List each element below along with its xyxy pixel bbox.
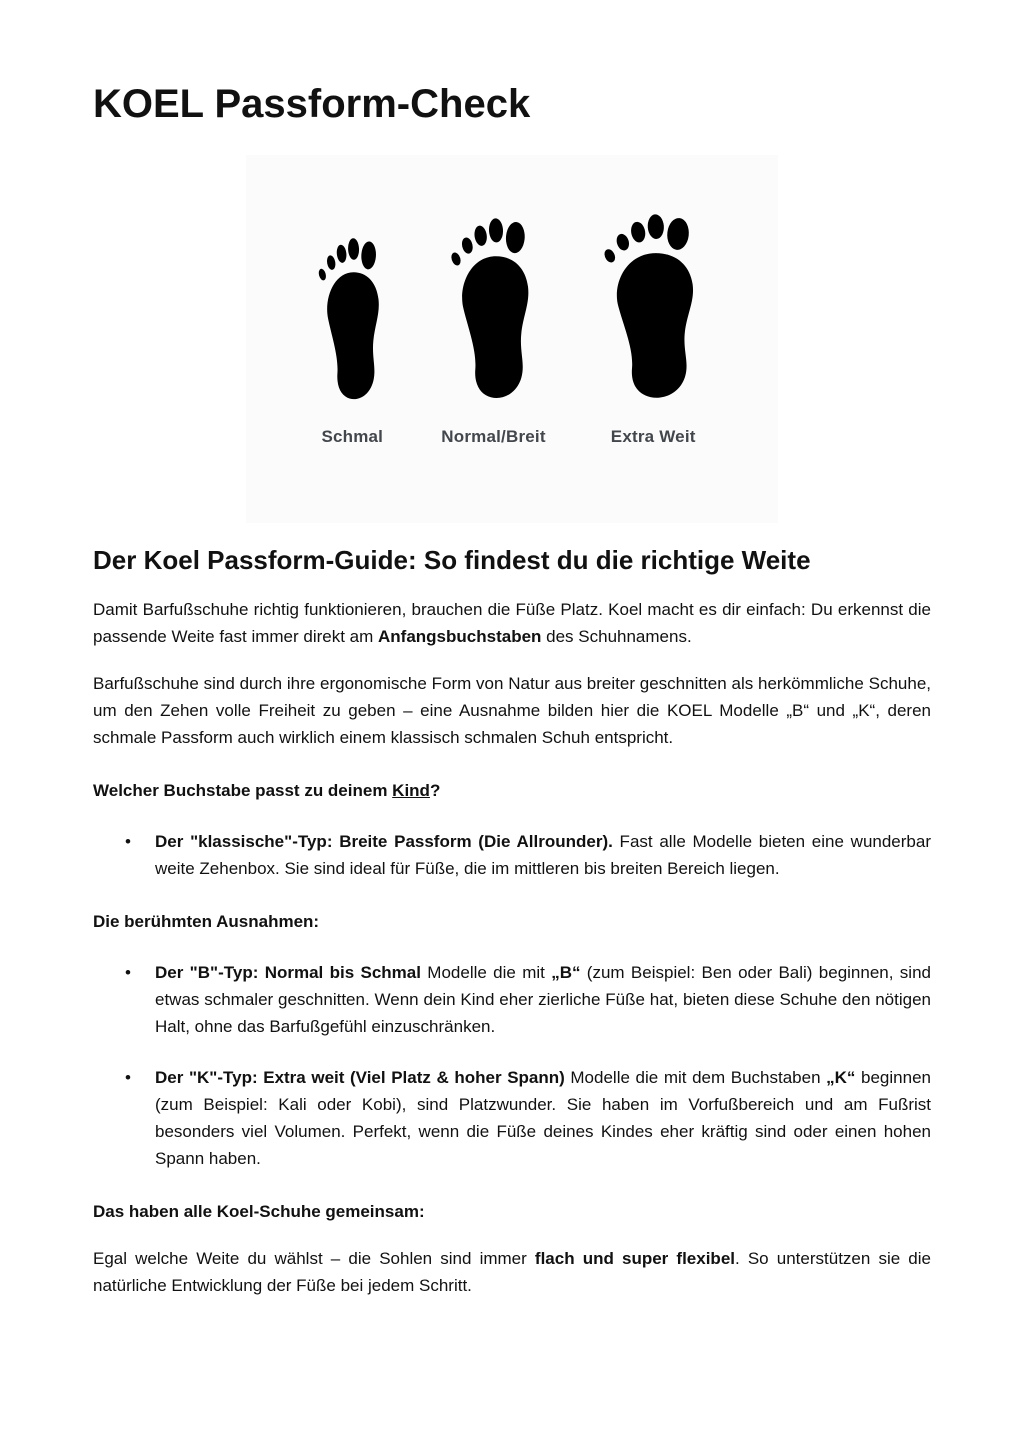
footprint-normal-icon — [444, 217, 544, 409]
common-post: . So unterstützen sie die natürliche Entwicklung der Füße bei jedem Schritt. — [93, 1249, 931, 1295]
bullet-b-type — [155, 959, 931, 1040]
foot-label-normal: Normal/Breit — [441, 427, 546, 446]
intro-1-pre: Damit Barfußschuhe richtig funktionieren, brauchen die Füße Platz. Koel macht es dir einfach: Du erkennst die passende Weite fast immer direkt am — [93, 600, 931, 646]
heading-kind-underlined: Kind — [392, 781, 430, 800]
intro-1-bold: Anfangsbuchstaben — [378, 627, 542, 646]
footprint-narrow-icon — [313, 237, 391, 409]
bullet-list-exceptions — [93, 959, 931, 1172]
foot-column-extrawide — [596, 213, 711, 447]
bullet-classic-rest: Fast alle Modelle bieten eine wunderbar weite Zehenbox. Sie sind ideal für Füße, die im mittleren bis breiten Bereich liegen. — [155, 832, 931, 878]
common-pre: Egal welche Weite du wählst – die Sohlen sind immer — [93, 1249, 535, 1268]
bullet-classic-bold: Der "klassische"-Typ: Breite Passform (Die Allrounder). — [155, 832, 613, 851]
intro-paragraph-1 — [93, 596, 931, 650]
bullet-b-mid: Modelle die mit — [420, 963, 552, 982]
footprint-extrawide-icon — [596, 213, 711, 409]
page-title: KOEL Passform-Check — [93, 82, 531, 126]
intro-paragraph-2: Barfußschuhe sind durch ihre ergonomische Form von Natur aus breiter geschnitten als herkömmliche Schuhe, um den Zehen volle Freiheit zu geben – eine Ausnahme bilden hier die KOEL Modelle „B“ und „K“, deren schmale Passform auch wirklich einem klassisch schmalen Schuh entspricht. — [93, 674, 931, 747]
heading-kind-pre: Welcher Buchstabe passt zu deinem — [93, 781, 393, 800]
bullet-k-bold-letter: „K“ — [826, 1068, 856, 1087]
guide-heading: Der Koel Passform-Guide: So findest du die richtige Weite — [93, 545, 811, 575]
feet-row — [246, 213, 778, 447]
heading-welcher-buchstabe — [93, 777, 931, 804]
bullet-k-mid: Modelle die mit dem Buchstaben — [564, 1068, 827, 1087]
bullet-b-bold-lead: Der "B"-Typ: Normal bis Schmal — [155, 963, 421, 982]
bullet-classic-type — [155, 828, 931, 882]
bullet-k-rest: beginnen (zum Beispiel: Kali oder Kobi), sind Platzwunder. Sie haben im Vorfußbereich und am Fußrist besonders viel Volumen. Perfekt, wenn die Füße deines Kindes eher kräftig sind oder einen hohen Spann haben. — [155, 1068, 931, 1168]
bullet-b-bold-letter: „B“ — [551, 963, 581, 982]
foot-label-extrawide: Extra Weit — [610, 427, 696, 446]
foot-label-narrow: Schmal — [321, 427, 384, 446]
common-paragraph — [93, 1245, 931, 1299]
heading-kind-post: ? — [429, 781, 441, 800]
bullet-k-type — [155, 1064, 931, 1172]
heading-gemeinsam: Das haben alle Koel-Schuhe gemeinsam: — [93, 1202, 425, 1221]
intro-1-post: des Schuhnamens. — [541, 627, 692, 646]
bullet-b-rest: (zum Beispiel: Ben oder Bali) beginnen, sind etwas schmaler geschnitten. Wenn dein Kind eher zierliche Füße hat, bieten diese Schuhe den nötigen Halt, ohne das Barfußgefühl einzuschränken. — [155, 963, 931, 1036]
bullet-k-bold-lead: Der "K"-Typ: Extra weit (Viel Platz & hoher Spann) — [155, 1068, 565, 1087]
bullet-list-classic — [93, 828, 931, 882]
foot-column-normal — [441, 217, 545, 447]
foot-column-narrow — [313, 237, 391, 447]
heading-ausnahmen: Die berühmten Ausnahmen: — [93, 912, 320, 931]
foot-width-figure — [246, 155, 778, 523]
common-bold: flach und super flexibel — [534, 1249, 735, 1268]
